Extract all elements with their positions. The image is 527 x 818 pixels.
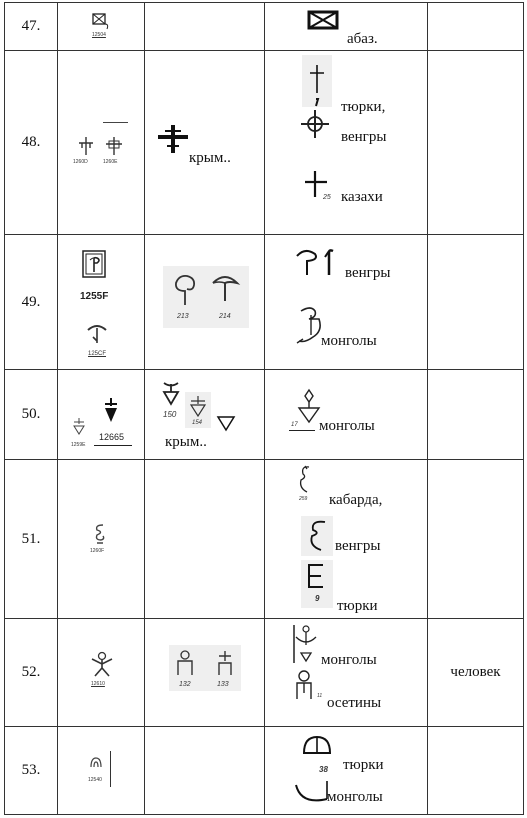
analogs-cell [265,619,428,727]
sign-code: 125CF [88,351,107,357]
analogs-cell [265,3,428,51]
row-number: 48. [5,51,58,235]
down-triangle-sign-icon [216,414,236,432]
epsilon-sign-icon [303,518,331,554]
vertical-line [110,751,111,787]
sign-code: 12665 [99,432,125,442]
analog-subscript: 25 [323,194,331,201]
anchor-figure-sign-icon [291,623,321,665]
sign-code: 12610 [91,681,105,687]
crimea-cell [145,727,265,815]
analogs-cell [265,51,428,235]
sign-cell [58,460,145,619]
analog-subscript: 38 [319,765,328,774]
figure-sign-icon [175,649,195,677]
cross-sign-icon [76,135,96,157]
meaning-cell [428,370,524,460]
epsilon-sign-icon [295,464,315,498]
table-row [5,619,524,727]
circle-cross-sign-icon [299,108,331,140]
crimea-cell [145,460,265,619]
analogs-cell [265,370,428,460]
triangle-sign-icon [72,416,86,438]
analog-subscript: 17 [291,422,298,428]
meaning-cell [428,235,524,370]
table-row [5,51,524,235]
cross-sign-icon [307,61,327,107]
analogs-cell [265,235,428,370]
hook-sign-icon [171,273,201,309]
row-number: 51. [5,460,58,619]
sign-cell [58,727,145,815]
crimea-number: 132 [179,681,191,688]
sign-cell [58,370,145,460]
underline-line [289,430,315,431]
table-row [5,460,524,619]
crimea-cell [145,370,265,460]
analog-subscript: 259 [299,496,308,502]
analog-label: тюрки, [341,99,386,115]
sign-cell [58,51,145,235]
analog-label: венгры [335,538,381,554]
row-number: 52. [5,619,58,727]
sign-code: 1255F [80,291,109,302]
analog-subscript: 9 [315,594,320,603]
p-sign-icon [293,247,321,277]
divider-line [103,122,128,123]
row-number: 50. [5,370,58,460]
human-figure-sign-icon [89,651,115,679]
crimea-cell [145,619,265,727]
analog-label: монголы [327,789,383,805]
spiral-sign-icon [92,522,108,546]
table-row [5,370,524,460]
crimea-label: крым.. [189,150,231,166]
triangle-cross-sign-icon [188,394,208,420]
e-sign-icon [305,562,327,590]
meaning-cell [428,3,524,51]
analog-label: абаз. [347,31,378,47]
sign-code: 12540 [88,777,102,783]
symbol-comparison-table [4,2,524,815]
sign-code: 1260E [103,159,118,165]
table-row [5,727,524,815]
sign-code: 12504 [92,32,106,38]
analog-label: казахи [341,189,383,205]
row-number: 47. [5,3,58,51]
meaning-cell: человек [428,619,524,727]
crimea-cell [145,3,265,51]
underline-line [94,445,132,446]
crimea-cross-sign-icon [155,122,191,156]
sign-code: 1260F [90,548,105,554]
triangle-fork-sign-icon [161,380,181,408]
crimea-number: 213 [177,313,189,320]
meaning-cell [428,51,524,235]
crimea-number: 150 [163,410,177,419]
crimea-number: 133 [217,681,229,688]
hook-arrow-sign-icon [321,247,337,277]
crimea-cell [145,51,265,235]
figure-sign-icon [293,669,315,701]
table-row [5,235,524,370]
table-row [5,3,524,51]
crimea-label: крым.. [165,434,207,450]
meaning-cell [428,727,524,815]
analog-label: венгры [341,129,387,145]
figure-cross-sign-icon [215,649,235,677]
sign-code: 1259E [71,442,86,448]
analog-label: монголы [321,333,377,349]
analog-label: монголы [319,418,375,434]
analog-label: осетины [327,695,382,711]
analog-label: кабарда, [329,492,383,508]
sign-cell [58,3,145,51]
analog-label: венгры [345,265,391,281]
envelope-sign-icon [91,12,111,32]
sign-cell [58,619,145,727]
cross-box-sign-icon [104,135,124,157]
crimea-number: 214 [219,313,231,320]
analog-label: тюрки [343,757,384,773]
framed-p-sign-icon [80,248,110,282]
mushroom-sign-icon [85,321,109,347]
analog-label: тюрки [337,598,378,614]
analogs-cell [265,727,428,815]
arch-sign-icon [88,755,104,771]
filled-triangle-sign-icon [102,396,120,426]
analog-subscript: 11 [317,693,323,699]
meaning-cell [428,460,524,619]
row-number: 49. [5,235,58,370]
crimea-cell [145,235,265,370]
sign-cell [58,235,145,370]
analogs-cell [265,460,428,619]
crossed-box-sign-icon [307,9,341,31]
crimea-number: 154 [192,420,203,426]
mushroom-sign-icon [209,271,241,305]
row-number: 53. [5,727,58,815]
sign-code: 1260D [73,159,88,165]
cap-sign-icon [301,733,333,767]
analog-label: монголы [321,652,377,668]
